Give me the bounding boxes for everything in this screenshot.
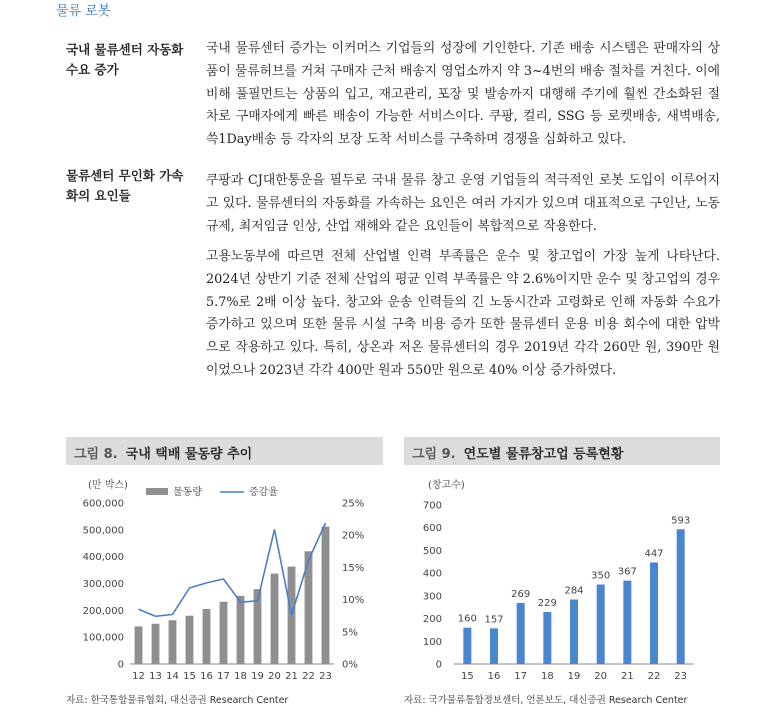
y-tick-label: 200 — [422, 614, 442, 626]
x-tick-label: 13 — [149, 671, 162, 682]
y2-tick-label: 25% — [342, 498, 365, 510]
y-tick-label: 0 — [117, 659, 124, 671]
x-tick-label: 16 — [200, 671, 213, 682]
y-tick-label: 600 — [422, 523, 442, 535]
legend-volume-label: 물동량 — [173, 487, 202, 498]
y2-tick-label: 10% — [342, 595, 365, 607]
data-label-21: 367 — [617, 566, 637, 578]
legend-rate-label: 증감율 — [249, 487, 278, 498]
bar-21 — [288, 567, 296, 664]
figure-8-title-bar — [66, 437, 383, 465]
data-label-16: 157 — [484, 614, 504, 626]
parcel-volume-chart — [66, 476, 396, 690]
bar-12 — [135, 626, 143, 664]
section-2-paragraph-1: 쿠팡과 CJ대한통운을 필두로 국내 물류 창고 운영 기업들의 적극적인 로봇 도입이 이루어지고 있다. 물류센터의 자동화를 가속하는 요인은 여러 가지가 있으며 대표적으로 구인난, 노동 규제, 최저임금 인상, 산업 재해와 같은 요인들이 복합적으로 작용한다. — [206, 173, 720, 234]
y-tick-label: 700 — [422, 500, 442, 512]
x-tick-label: 17 — [217, 671, 230, 682]
y2-tick-label: 5% — [342, 627, 358, 639]
figure-8-source: 자료: 한국통합물류협회, 대신증권 Research Center — [66, 695, 289, 706]
y-tick-label: 100,000 — [82, 632, 124, 644]
x-tick-label: 21 — [620, 671, 634, 682]
y-tick-label: 400,000 — [82, 552, 124, 564]
data-label-15: 160 — [457, 613, 477, 625]
section-1-paragraph: 국내 물류센터 증가는 이커머스 기업들의 성장에 기인한다. 기존 배송 시스템은 판매자의 상품이 물류허브를 거쳐 구매자 근처 배송지 영업소까지 약 3~4번의 배송 절차를 거친다. 이에 비해 풀필먼트는 상품의 입고, 재고관리, 포장 및 발송까지 대행해 주기에 훨씬 간소화된 절차로 구매자에게 빠른 배송이 가능한 서비스이다. 쿠팡, 컬리, SSG 등 로켓배송, 새벽배송, 쓱1Day배송 등 각자의 보장 도착 서비스를 구축하며 경쟁을 심화하고 있다. — [206, 41, 720, 148]
x-tick-label: 15 — [183, 671, 196, 682]
x-tick-label: 19 — [251, 671, 264, 682]
figure-9-title: 연도별 물류창고업 등록현황 — [463, 447, 624, 462]
y-tick-label: 100 — [422, 636, 442, 648]
bar-23 — [322, 527, 330, 664]
report-section-header: 물류 로봇 — [56, 4, 111, 19]
y-tick-label: 500,000 — [82, 525, 124, 537]
x-tick-label: 12 — [132, 671, 145, 682]
data-label-23: 593 — [671, 515, 691, 527]
figure-8-number: 그림 8. — [74, 447, 118, 462]
section-2-label: 물류센터 무인화 가속화의 요인들 — [66, 168, 184, 203]
y-tick-label: 300 — [422, 591, 442, 603]
x-tick-label: 20 — [268, 671, 281, 682]
x-tick-label: 15 — [460, 671, 474, 682]
figure-9-source: 자료: 국가물류통합정보센터, 언론보도, 대신증권 Research Center — [404, 695, 688, 706]
x-tick-label: 18 — [540, 671, 554, 682]
x-tick-label: 23 — [319, 671, 332, 682]
bar-22 — [650, 562, 658, 664]
bar-19 — [570, 599, 578, 664]
bar-15 — [186, 616, 194, 664]
y2-tick-label: 20% — [342, 530, 365, 542]
y-axis-title: (만 박스) — [88, 480, 128, 491]
bar-15 — [463, 628, 471, 664]
y-tick-label: 400 — [422, 568, 442, 580]
y2-tick-label: 15% — [342, 562, 365, 574]
y-tick-label: 0 — [435, 659, 442, 671]
y-tick-label: 500 — [422, 545, 442, 557]
data-label-18: 229 — [537, 597, 557, 609]
section-2-paragraph-2: 고용노동부에 따르면 전체 산업별 인력 부족률은 운수 및 창고업이 가장 높게 나타난다. 2024년 상반기 기준 전체 산업의 평균 인력 부족률은 약 2.6%이지만 운수 및 창고업의 경우 5.7%로 2배 이상 높다. 창고와 운송 인력들의 긴 노동시간과 고령화로 인해 자동화 수요가 증가하고 있으며 또한 물류 시설 구축 비용 증가 또한 물류센터 운용 비용 회수에 대한 압박으로 작용하고 있다. 특히, 상온과 저온 물류센터의 경우 2019년 각각 260만 원, 390만 원이었으나 2023년 각각 400만 원과 550만 원으로 40% 이상 증가하였다. — [206, 249, 720, 378]
figure-9-number: 그림 9. — [412, 447, 456, 462]
bar-17 — [517, 603, 525, 664]
x-tick-label: 23 — [674, 671, 688, 682]
x-tick-label: 22 — [302, 671, 315, 682]
x-tick-label: 20 — [594, 671, 608, 682]
bar-20 — [597, 585, 605, 665]
x-tick-label: 16 — [487, 671, 501, 682]
bar-18 — [237, 596, 245, 664]
warehouse-registration-chart — [404, 476, 734, 690]
data-label-19: 284 — [564, 585, 584, 597]
y-tick-label: 200,000 — [82, 605, 124, 617]
data-label-22: 447 — [644, 548, 664, 560]
figure-8-title: 국내 택배 물동량 추이 — [125, 447, 253, 462]
data-label-20: 350 — [591, 570, 611, 582]
y-tick-label: 300,000 — [82, 579, 124, 590]
growth-rate-line — [139, 523, 326, 616]
y2-tick-label: 0% — [342, 659, 358, 671]
bar-20 — [271, 574, 279, 664]
bar-18 — [543, 612, 551, 664]
bar-16 — [490, 628, 498, 664]
bar-23 — [677, 529, 685, 664]
x-tick-label: 14 — [166, 671, 179, 682]
data-label-17: 269 — [511, 588, 531, 600]
x-tick-label: 22 — [647, 671, 661, 682]
x-tick-label: 19 — [567, 671, 581, 682]
bar-21 — [623, 581, 631, 664]
y-axis-title: (창고수) — [428, 480, 465, 491]
bar-17 — [220, 602, 228, 664]
figure-9-title-bar — [404, 437, 720, 465]
x-tick-label: 18 — [234, 671, 247, 682]
section-1-label: 국내 물류센터 자동화 수요 증가 — [66, 42, 184, 77]
x-tick-label: 21 — [285, 671, 298, 682]
y-tick-label: 600,000 — [82, 498, 124, 510]
legend-volume-swatch — [146, 488, 168, 495]
bar-14 — [169, 620, 177, 664]
x-tick-label: 17 — [514, 671, 528, 682]
bar-13 — [152, 624, 160, 664]
bar-16 — [203, 609, 211, 664]
